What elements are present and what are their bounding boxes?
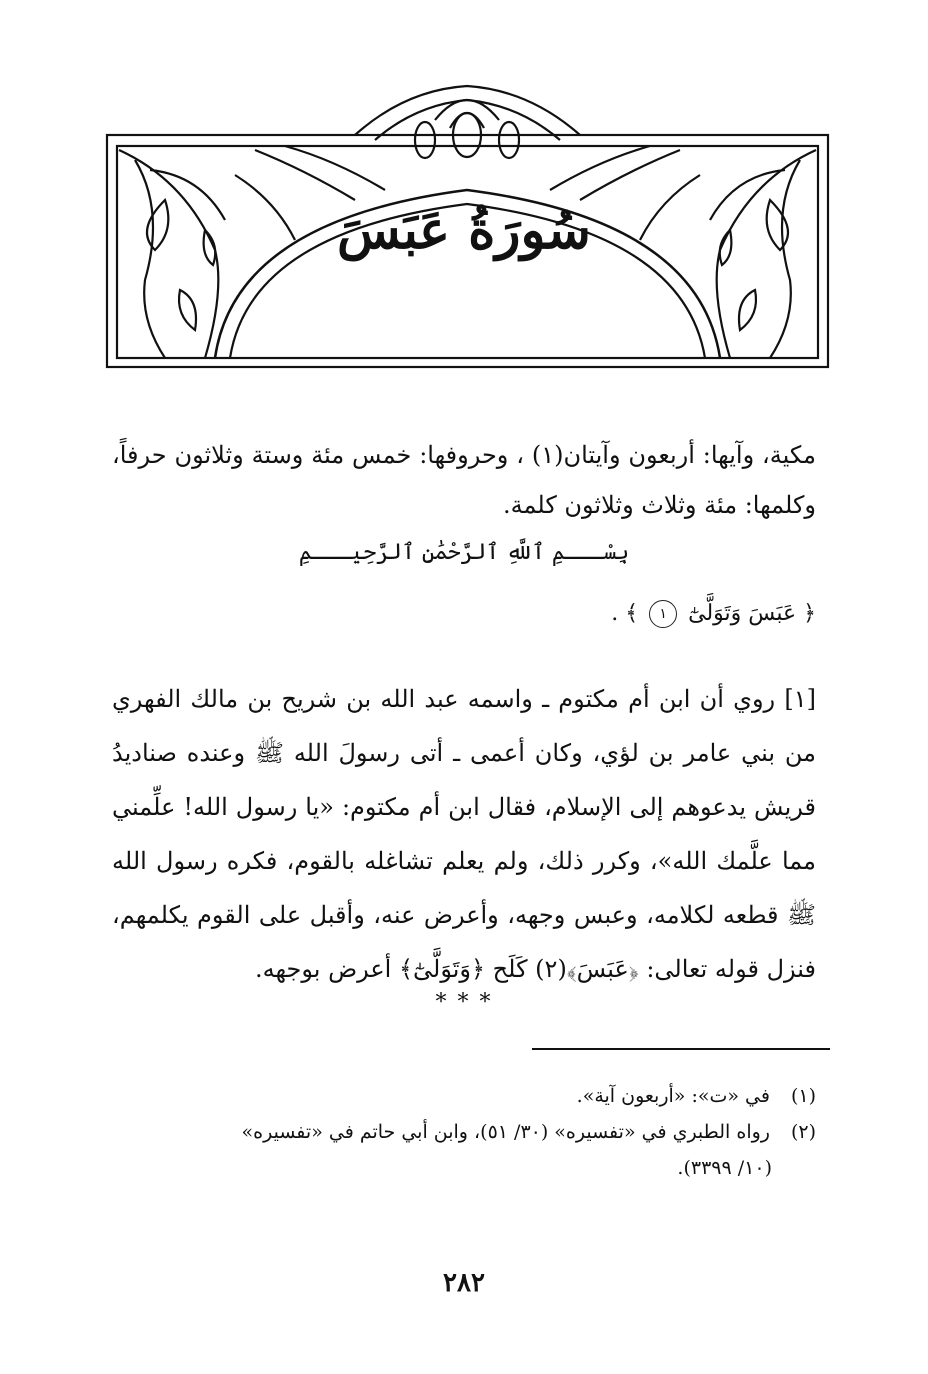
footnote-2 (112, 1114, 816, 1150)
footnote-rule (532, 1048, 830, 1050)
footnote-2-continuation: (١٠/ ٣٣٩٩). (677, 1157, 772, 1179)
surah-intro-text: مكية، وآيها: أربعون وآيتان(١) ، وحروفها: خمس مئة وستة وثلاثون حرفاً، وكلمها: مئة وثلاث وثلاثون كلمة. (112, 441, 816, 519)
commentary-text: [١] روي أن ابن أم مكتوم ـ واسمه عبد الله بن شريح بن مالك الفهري من بني عامر بن لؤي، وكان أعمى ـ أتى رسولَ الله ﷺ وعنده صناديدُ قريش يدعوهم إلى الإسلام، فقال ابن أم مكتوم: «يا رسول الله! علِّمني مما علَّمك الله»، وكرر ذلك، ولم يعلم تشاغله بالقوم، فكره رسول الله ﷺ قطعه لكلامه، وعبس وجهه، وأعرض عنه، وأقبل على القوم يكلمهم، فنزل قوله تعالى: ﴿عَبَسَ﴾(٢) كَلَح ﴿وَتَوَلَّىٰٓ﴾ أعرض بوجهه. (112, 685, 817, 983)
page-number: ٢٨٢ (443, 1268, 485, 1298)
ayah-number-marker: ١ (649, 600, 677, 628)
footnote-number: (١) (790, 1085, 816, 1107)
surah-title: سُورَةُ عَبَسَ (337, 200, 591, 261)
verse-line (112, 600, 816, 628)
footnote-number: (٢) (790, 1121, 816, 1143)
verse-close-bracket: ﴾ . (611, 601, 639, 626)
footnote-text: في «ت»: «أربعون آية». (576, 1085, 770, 1107)
footnotes (112, 1078, 816, 1186)
verse-open-bracket: ﴿ (803, 601, 816, 626)
verse-text: عَبَسَ وَتَوَلَّىٰٓ (688, 601, 797, 626)
basmala: بِسْـــمِ ٱللَّهِ ٱلرَّحْمَٰنِ ٱلرَّحِيـــمِ (298, 540, 630, 565)
footnote-text: رواه الطبري في «تفسيره» (٣٠/ ٥١)، وابن أبي حاتم في «تفسيره» (241, 1121, 770, 1143)
footnote-1 (112, 1078, 816, 1114)
section-separator: * * * (435, 990, 493, 1015)
